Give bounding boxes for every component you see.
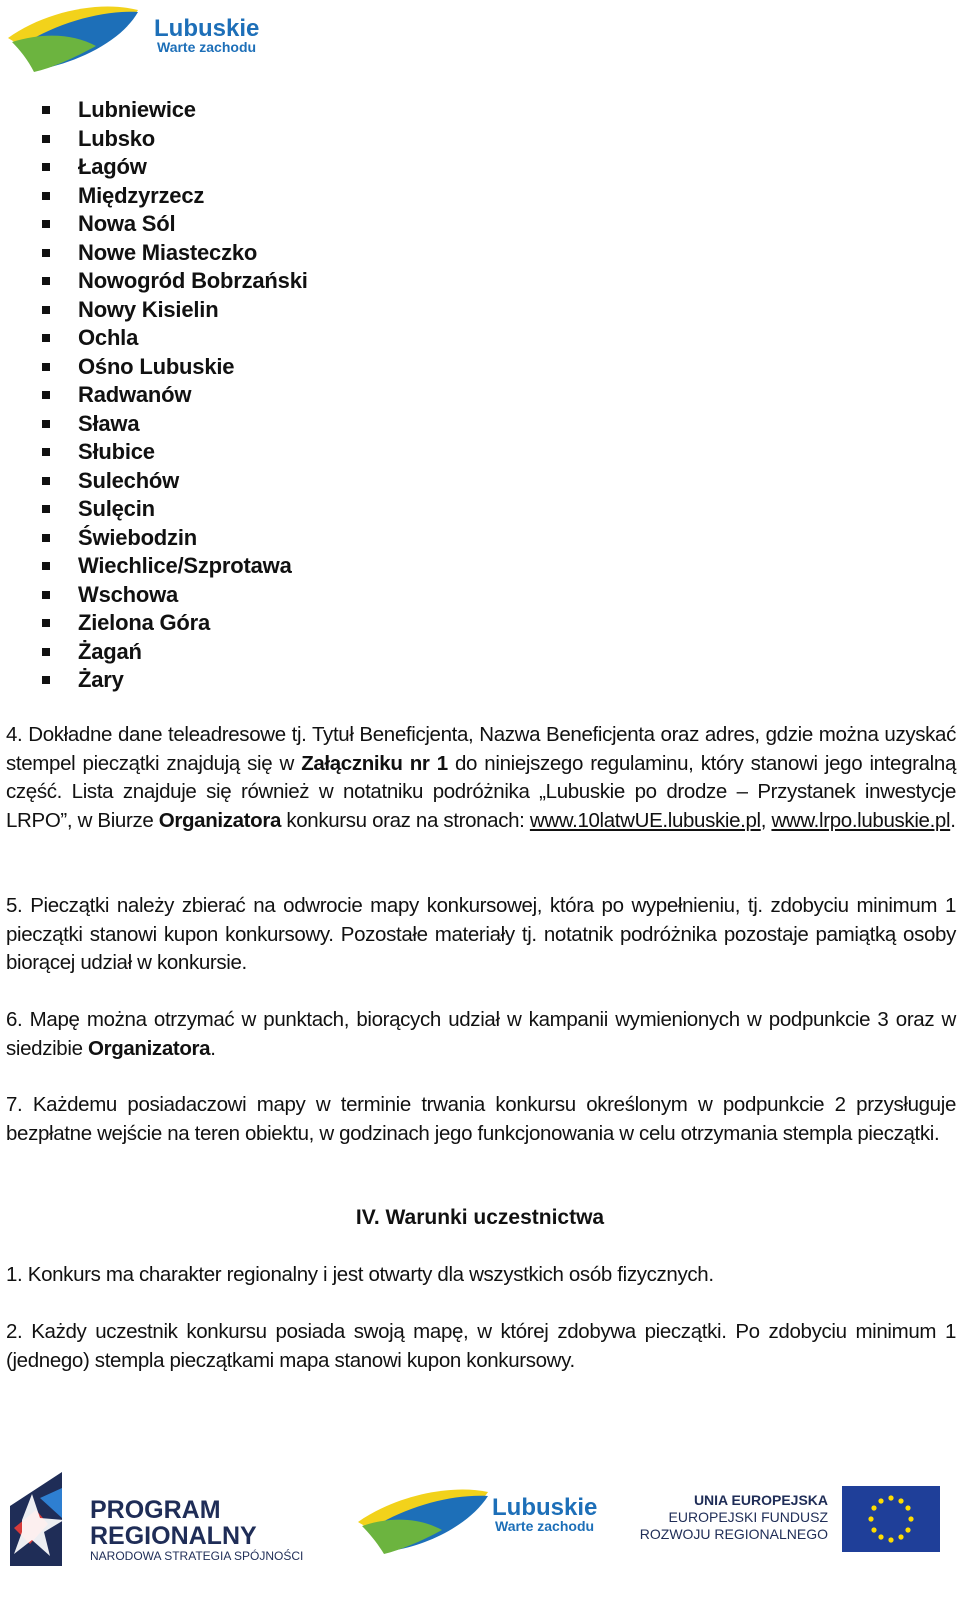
town-list bbox=[40, 96, 308, 695]
list-item: Ośno Lubuskie bbox=[40, 353, 308, 382]
footer-lubuskie-subtitle: Warte zachodu bbox=[495, 1518, 595, 1534]
list-item: Nowa Sól bbox=[40, 210, 308, 239]
program-regionalny-logo bbox=[10, 1472, 303, 1566]
list-item: Żary bbox=[40, 666, 308, 695]
lubuskie-footer-logo bbox=[358, 1490, 597, 1554]
list-item: Nowy Kisielin bbox=[40, 296, 308, 325]
logo-subtitle: Warte zachodu bbox=[157, 39, 257, 55]
list-item: Lubniewice bbox=[40, 96, 308, 125]
list-item: Słubice bbox=[40, 438, 308, 467]
list-item: Żagań bbox=[40, 638, 308, 667]
link-10latwue[interactable]: www.10latwUE.lubuskie.pl bbox=[529, 808, 761, 832]
lubuskie-logo bbox=[4, 2, 274, 74]
footer-lubuskie-title: Lubuskie bbox=[492, 1494, 598, 1521]
paragraph-5: 5. Pieczątki należy zbierać na odwrocie mapy konkursowej, która po wypełnieniu, tj. zdobyciu minimum 1 pieczątki stanowi kupon konkursowy. Pozostałe materiały tj. notatnik podróżnika pozostaje pamiątką osoby biorącej udział w konkursie. bbox=[6, 894, 956, 974]
list-item: Zielona Góra bbox=[40, 609, 308, 638]
footer-logos bbox=[0, 1468, 960, 1597]
logo-title: Lubuskie bbox=[154, 15, 260, 42]
list-item: Sława bbox=[40, 410, 308, 439]
list-item: Wiechlice/Szprotawa bbox=[40, 552, 308, 581]
eu-line2: EUROPEJSKI FUNDUSZ bbox=[668, 1509, 828, 1525]
list-item: Radwanów bbox=[40, 381, 308, 410]
condition-2: 2. Każdy uczestnik konkursu posiada swoją mapę, w której zdobywa pieczątki. Po zdobyciu minimum 1 (jednego) stempla pieczątkami mapa stanowi kupon konkursowy. bbox=[6, 1320, 956, 1372]
link-lrpo[interactable]: www.lrpo.lubuskie.pl bbox=[771, 808, 951, 832]
list-item: Sulechów bbox=[40, 467, 308, 496]
program-line1: PROGRAM bbox=[90, 1496, 221, 1524]
program-line3: NARODOWA STRATEGIA SPÓJNOŚCI bbox=[90, 1549, 304, 1563]
eu-line3: ROZWOJU REGIONALNEGO bbox=[639, 1526, 828, 1542]
eu-line1: UNIA EUROPEJSKA bbox=[693, 1492, 828, 1508]
list-item: Sulęcin bbox=[40, 495, 308, 524]
list-item: Lubsko bbox=[40, 125, 308, 154]
condition-1: 1. Konkurs ma charakter regionalny i jest otwarty dla wszystkich osób fizycznych. bbox=[6, 1263, 714, 1286]
list-item: Łagów bbox=[40, 153, 308, 182]
list-item: Nowe Miasteczko bbox=[40, 239, 308, 268]
list-item: Świebodzin bbox=[40, 524, 308, 553]
eu-logo bbox=[640, 1486, 940, 1552]
list-item: Wschowa bbox=[40, 581, 308, 610]
program-line2: REGIONALNY bbox=[90, 1522, 257, 1550]
list-item: Ochla bbox=[40, 324, 308, 353]
list-item: Międzyrzecz bbox=[40, 182, 308, 211]
paragraph-4: 4. Dokładne dane teleadresowe tj. Tytuł Beneficjenta, Nazwa Beneficjenta oraz adres, gdzie można uzyskać stempel pieczątki znajdują się w Załączniku nr 1 do niniejszego regulaminu, który stanowi jego integralną część. Lista znajduje się również w notatniku podróżnika „Lubuskie po drodze – Przystanek inwestycje LRPO”, w Biurze Organizatora konkursu oraz na stronach: www.10latwUE.lubuskie.pl, www.lrpo.lubuskie.pl. bbox=[6, 723, 956, 832]
list-item: Nowogród Bobrzański bbox=[40, 267, 308, 296]
section-heading: IV. Warunki uczestnictwa bbox=[355, 1206, 605, 1229]
paragraph-7: 7. Każdemu posiadaczowi mapy w terminie trwania konkursu określonym w podpunkcie 2 przysługuje bezpłatne wejście na teren obiektu, w godzinach jego funkcjonowania w celu otrzymania stempla pieczątki. bbox=[6, 1093, 956, 1145]
paragraph-6: 6. Mapę można otrzymać w punktach, biorących udział w kampanii wymienionych w podpunkcie 3 oraz w siedzibie Organizatora. bbox=[6, 1008, 956, 1060]
